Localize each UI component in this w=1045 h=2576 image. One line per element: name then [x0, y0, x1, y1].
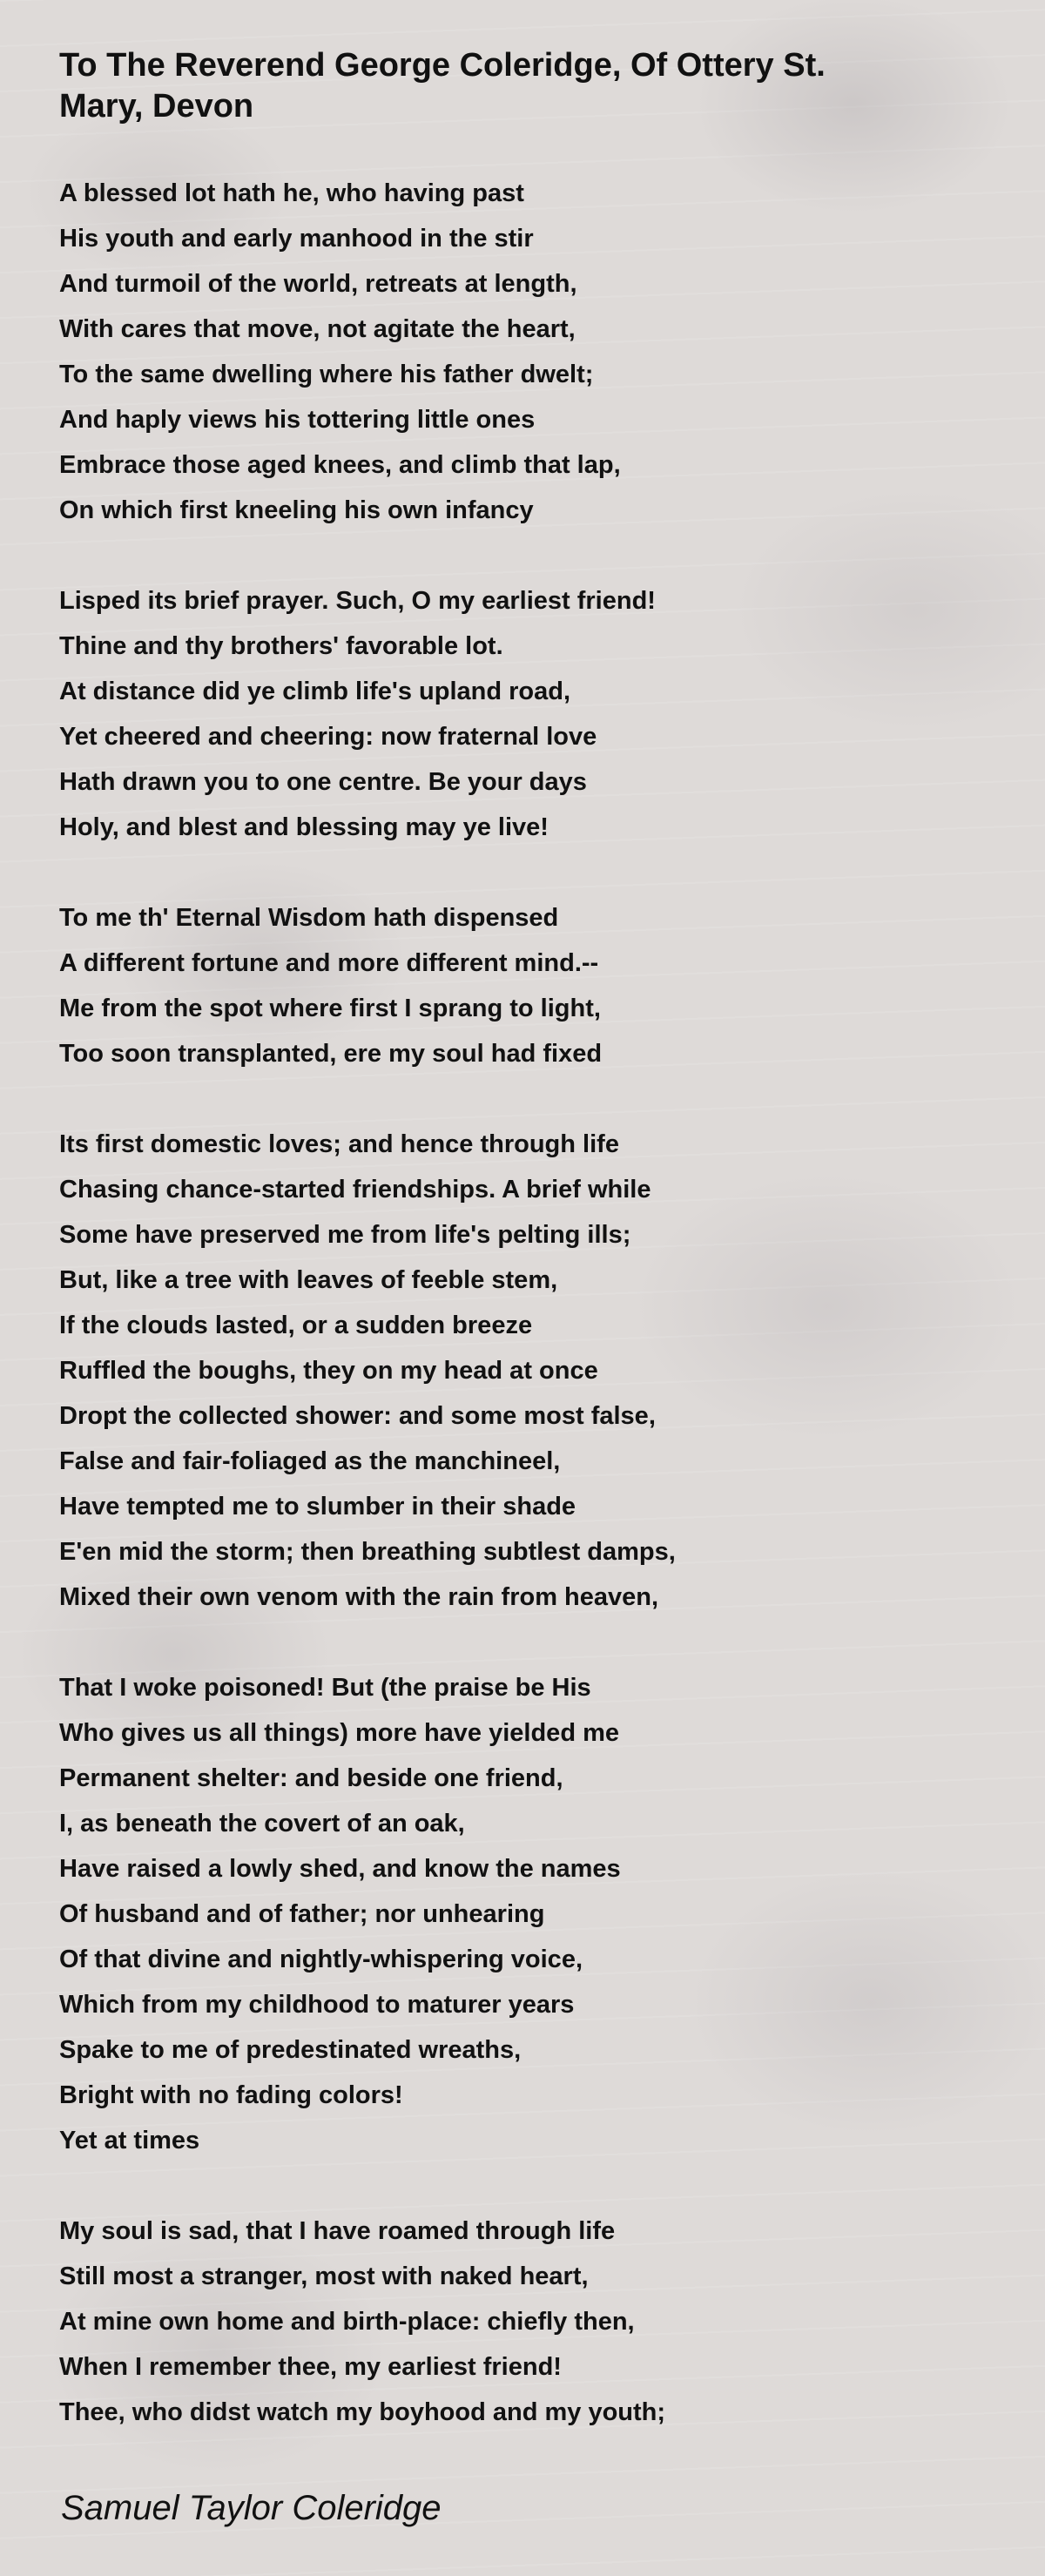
verse-line: I, as beneath the covert of an oak, — [59, 1810, 465, 1838]
verse-line: Of that divine and nightly-whispering voice, — [59, 1945, 583, 1973]
verse-line: Who gives us all things) more have yielded me — [59, 1719, 619, 1747]
verse-line: At distance did ye climb life's upland road, — [59, 678, 571, 705]
verse-line: And haply views his tottering little ones — [59, 406, 536, 434]
verse-line: Too soon transplanted, ere my soul had fixed — [59, 1040, 603, 1068]
verse-line: Ruffled the boughs, they on my head at once — [59, 1357, 598, 1385]
verse-line: With cares that move, not agitate the heart, — [59, 315, 576, 343]
verse-line: Of husband and of father; nor unhearing — [59, 1900, 545, 1928]
verse-line: Its first domestic loves; and hence through life — [59, 1130, 619, 1158]
stanza-1 — [59, 171, 1000, 533]
verse-line: Lisped its brief prayer. Such, O my earliest friend! — [59, 587, 656, 615]
verse-line: A blessed lot hath he, who having past — [59, 179, 524, 207]
poem-author: Samuel Taylor Coleridge — [61, 2489, 442, 2527]
verse-line: False and fair-foliaged as the manchineel, — [59, 1447, 561, 1475]
verse-line: My soul is sad, that I have roamed through life — [59, 2217, 616, 2245]
verse-line: Hath drawn you to one centre. Be your days — [59, 768, 587, 796]
verse-line: Thee, who didst watch my boyhood and my youth; — [59, 2398, 666, 2426]
stanza-5 — [59, 1665, 1000, 2163]
stanza-4 — [59, 1122, 1000, 1620]
verse-line: A different fortune and more different mind.-- — [59, 949, 599, 977]
verse-line: Chasing chance-started friendships. A brief while — [59, 1176, 651, 1204]
verse-line: When I remember thee, my earliest friend! — [59, 2353, 562, 2381]
verse-line: Permanent shelter: and beside one friend, — [59, 1764, 563, 1792]
verse-line: Still most a stranger, most with naked heart, — [59, 2262, 589, 2290]
verse-line: To me th' Eternal Wisdom hath dispensed — [59, 904, 559, 932]
verse-line: That I woke poisoned! But (the praise be His — [59, 1674, 591, 1702]
verse-line: Yet at times — [59, 2127, 200, 2155]
verse-line: If the clouds lasted, or a sudden breeze — [59, 1312, 533, 1339]
poem-title: To The Reverend George Coleridge, Of Ottery St. Mary, Devon — [59, 47, 826, 125]
verse-line: Me from the spot where first I sprang to light, — [59, 995, 601, 1022]
verse-line: Some have preserved me from life's pelting ills; — [59, 1221, 631, 1249]
verse-line: To the same dwelling where his father dwelt; — [59, 361, 594, 388]
verse-line: E'en mid the storm; then breathing subtlest damps, — [59, 1538, 676, 1566]
verse-line: And turmoil of the world, retreats at length, — [59, 270, 577, 298]
verse-line: Mixed their own venom with the rain from heaven, — [59, 1583, 659, 1611]
verse-line: Dropt the collected shower: and some most false, — [59, 1402, 656, 1430]
verse-line: On which first kneeling his own infancy — [59, 496, 534, 524]
verse-line: Holy, and blest and blessing may ye live! — [59, 813, 549, 841]
verse-line: Have tempted me to slumber in their shade — [59, 1493, 576, 1521]
verse-line: At mine own home and birth-place: chiefly then, — [59, 2308, 635, 2336]
verse-line: Thine and thy brothers' favorable lot. — [59, 632, 503, 660]
verse-line: Bright with no fading colors! — [59, 2081, 403, 2109]
verse-line: Spake to me of predestinated wreaths, — [59, 2036, 522, 2064]
verse-line: Which from my childhood to maturer years — [59, 1991, 575, 2019]
stanza-2 — [59, 578, 1000, 850]
verse-line: Yet cheered and cheering: now fraternal love — [59, 723, 597, 751]
verse-line: But, like a tree with leaves of feeble stem, — [59, 1266, 558, 1294]
stanza-3 — [59, 895, 1000, 1076]
verse-line: His youth and early manhood in the stir — [59, 225, 534, 253]
verse-line: Have raised a lowly shed, and know the names — [59, 1855, 621, 1883]
poem-container — [59, 45, 1000, 2480]
stanza-6 — [59, 2208, 1000, 2435]
verse-line: Embrace those aged knees, and climb that lap, — [59, 451, 621, 479]
